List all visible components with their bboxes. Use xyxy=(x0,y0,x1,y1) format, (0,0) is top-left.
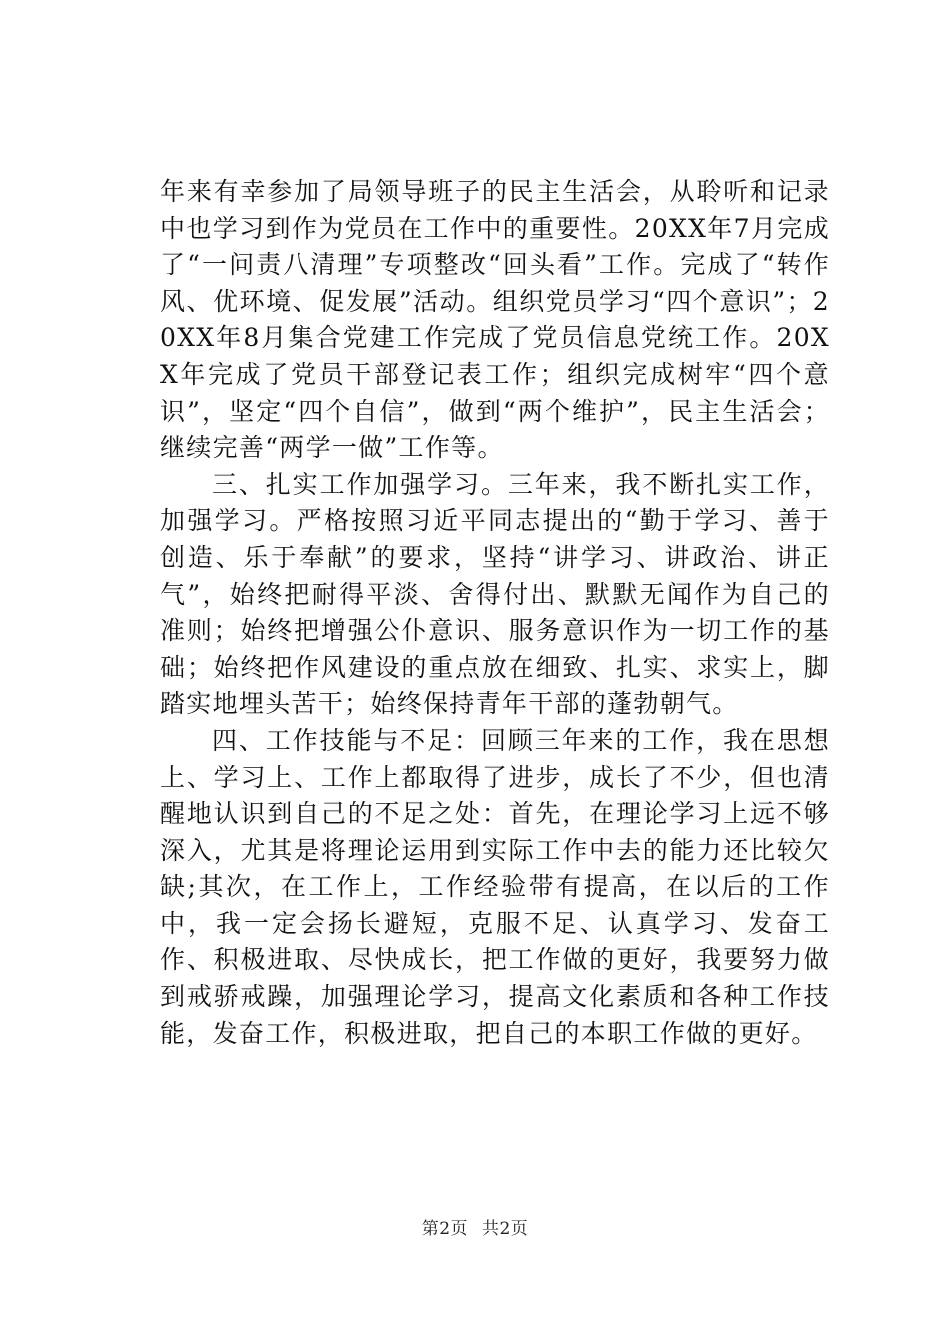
page-number-total: 共2页 xyxy=(481,1219,529,1239)
document-body xyxy=(160,174,830,1052)
page-footer xyxy=(0,1214,950,1239)
paragraph-solid-work-study: 三、扎实工作加强学习。三年来，我不断扎实工作，加强学习。严格按照习近平同志提出的“勤于学习、善于创造、乐于奉献”的要求，坚持“讲学习、讲政治、讲正气”，始终把耐得平淡、舍得付出、默默无闻作为自己的准则；始终把增强公仆意识、服务意识作为一切工作的基础；始终把作风建设的重点放在细致、扎实、求实上，脚踏实地埋头苦干；始终保持青年干部的蓬勃朝气。 xyxy=(160,469,830,719)
paragraph-skills-shortcomings: 四、工作技能与不足：回顾三年来的工作，我在思想上、学习上、工作上都取得了进步，成长了不少，但也清醒地认识到自己的不足之处：首先，在理论学习上远不够深入，尤其是将理论运用到实际工作中去的能力还比较欠缺;其次，在工作上，工作经验带有提高，在以后的工作中，我一定会扬长避短，克服不足、认真学习、发奋工作、积极进取、尽快成长，把工作做的更好，我要努力做到戒骄戒躁，加强理论学习，提高文化素质和各种工作技能，发奋工作，积极进取，把自己的本职工作做的更好。 xyxy=(160,725,830,1048)
page-number-current: 第2页 xyxy=(421,1219,469,1239)
paragraph-party-activities: 年来有幸参加了局领导班子的民主生活会，从聆听和记录中也学习到作为党员在工作中的重要性。20XX年7月完成了“一问责八清理”专项整改“回头看”工作。完成了“转作风、优环境、促发展”活动。组织党员学习“四个意识”；20XX年8月集合党建工作完成了党员信息党统工作。20XX年完成了党员干部登记表工作；组织完成树牢“四个意识”，坚定“四个自信”，做到“两个维护”，民主生活会；继续完善“两学一做”工作等。 xyxy=(160,177,830,463)
